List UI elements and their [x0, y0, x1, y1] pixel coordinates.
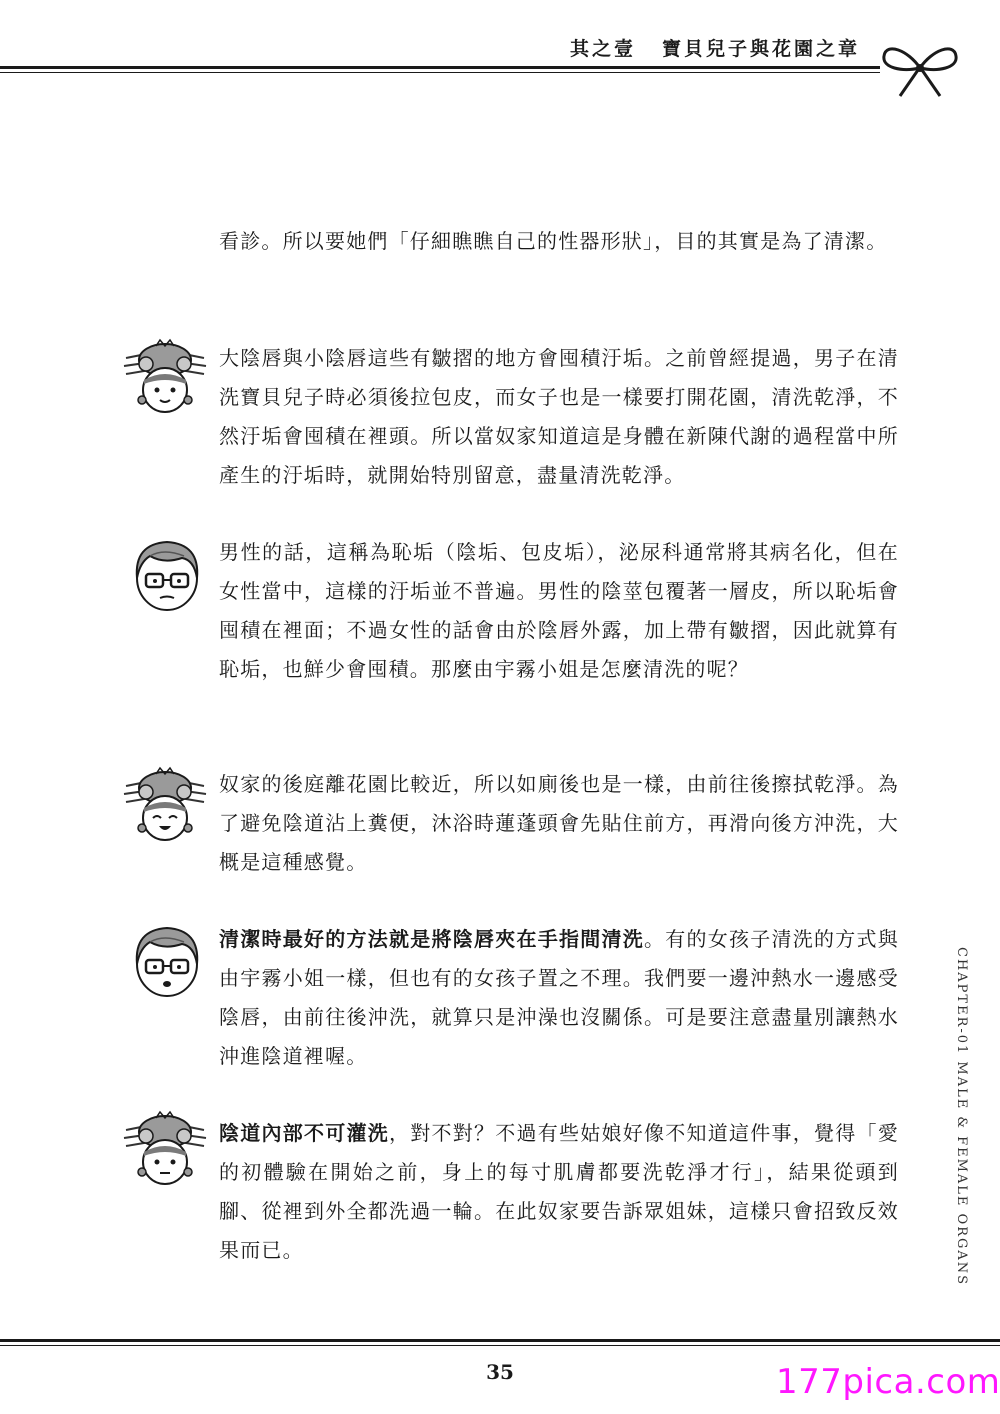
paragraph-continuation: 看診。所以要她們「仔細瞧瞧自己的性器形狀」，目的其實是為了清潔。 [219, 229, 888, 253]
footer-rule [0, 1339, 1000, 1342]
doctor-avatar-icon [124, 534, 210, 614]
paragraph-doctor-1: 男性的話，這稱為恥垢（陰垢、包皮垢），泌尿科通常將其病名化，但在女性當中，這樣的汙垢並不普遍。男性的陰莖包覆著一層皮，所以恥垢會囤積在裡面；不過女性的話會由於陰唇外露，加上帶有皺摺，因此就算有恥垢，也鮮少會囤積。那麼由宇霧小姐是怎麼清洗的呢？ [219, 540, 899, 681]
emphasis-text: 陰道內部不可灌洗 [219, 1121, 390, 1145]
paragraph-oiran-1: 大陰唇與小陰唇這些有皺摺的地方會囤積汙垢。之前曾經提過，男子在清洗寶貝兒子時必須後拉包皮，而女子也是一樣要打開花園，清洗乾淨，不然汙垢會囤積在裡頭。所以當奴家知道這是身體在新陳代謝的過程當中所產生的汙垢時，就開始特別留意，盡量清洗乾淨。 [219, 346, 899, 487]
paragraph-oiran-2: 奴家的後庭離花園比較近，所以如廁後也是一樣，由前往後擦拭乾淨。為了避免陰道沾上糞便，沐浴時蓮蓬頭會先貼住前方，再滑向後方沖洗，大概是這種感覺。 [219, 772, 899, 874]
footer-rule-thin [0, 1345, 1000, 1346]
running-header [570, 34, 860, 61]
chapter-side-label: CHAPTER-01 MALE & FEMALE ORGANS [954, 947, 969, 1287]
paragraph-oiran-3: 陰道內部不可灌洗，對不對？不過有些姑娘好像不知道這件事，覺得「愛的初體驗在開始之前，身上的每寸肌膚都要洗乾淨才行」，結果從頭到腳、從裡到外全都洗過一輪。在此奴家要告訴眾姐妹，這樣只會招致反效果而已。 [219, 1121, 899, 1262]
chapter-title: 寶貝兒子與花園之章 [661, 38, 860, 60]
doctor-avatar-icon [124, 920, 210, 1000]
page-header [0, 0, 1000, 80]
emphasis-text: 清潔時最好的方法就是將陰唇夾在手指間清洗 [219, 927, 645, 951]
oiran-avatar-icon [122, 338, 208, 418]
page-number: 35 [486, 1360, 514, 1384]
ribbon-bow-icon [872, 32, 968, 102]
watermark: 177pica.com [776, 1362, 1000, 1402]
oiran-avatar-icon [122, 766, 208, 846]
header-rule [0, 66, 880, 69]
oiran-avatar-icon [122, 1110, 208, 1190]
chapter-label: 其之壹 [569, 38, 636, 60]
header-rule-thin [0, 72, 880, 73]
paragraph-doctor-2: 清潔時最好的方法就是將陰唇夾在手指間清洗。有的女孩子清洗的方式與由宇霧小姐一樣，但也有的女孩子置之不理。我們要一邊沖熱水一邊感受陰唇，由前往後沖洗，就算只是沖澡也沒關係。可是要注意盡量別讓熱水沖進陰道裡喔。 [219, 927, 899, 1068]
